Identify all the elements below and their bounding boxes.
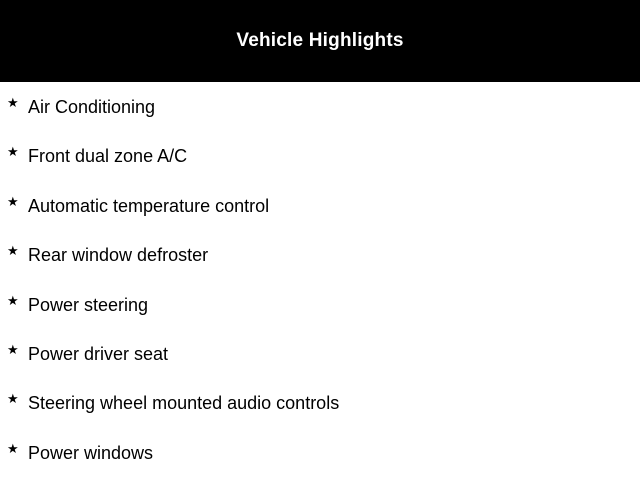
feature-list bbox=[0, 82, 640, 477]
list-item bbox=[0, 230, 640, 279]
list-item bbox=[0, 329, 640, 378]
list-item bbox=[0, 428, 640, 477]
star-icon: ★ bbox=[7, 391, 19, 407]
feature-label: Power windows bbox=[28, 442, 154, 463]
feature-label: Power steering bbox=[28, 294, 149, 315]
list-item bbox=[0, 131, 640, 180]
page-title: Vehicle Highlights bbox=[236, 30, 404, 51]
feature-label: Automatic temperature control bbox=[28, 195, 270, 216]
header-bar bbox=[0, 0, 640, 82]
list-item bbox=[0, 181, 640, 230]
feature-label: Rear window defroster bbox=[28, 245, 209, 266]
list-item bbox=[0, 280, 640, 329]
star-icon: ★ bbox=[7, 144, 19, 160]
star-icon: ★ bbox=[7, 440, 19, 456]
feature-label: Power driver seat bbox=[28, 343, 169, 364]
list-item bbox=[0, 378, 640, 427]
star-icon: ★ bbox=[7, 243, 19, 259]
feature-label: Front dual zone A/C bbox=[28, 146, 188, 167]
star-icon: ★ bbox=[7, 193, 19, 209]
feature-label: Steering wheel mounted audio controls bbox=[28, 393, 340, 414]
feature-label: Air Conditioning bbox=[28, 97, 156, 117]
star-icon: ★ bbox=[7, 292, 19, 308]
star-icon: ★ bbox=[7, 341, 19, 357]
list-item bbox=[0, 82, 640, 131]
star-icon: ★ bbox=[7, 95, 19, 110]
